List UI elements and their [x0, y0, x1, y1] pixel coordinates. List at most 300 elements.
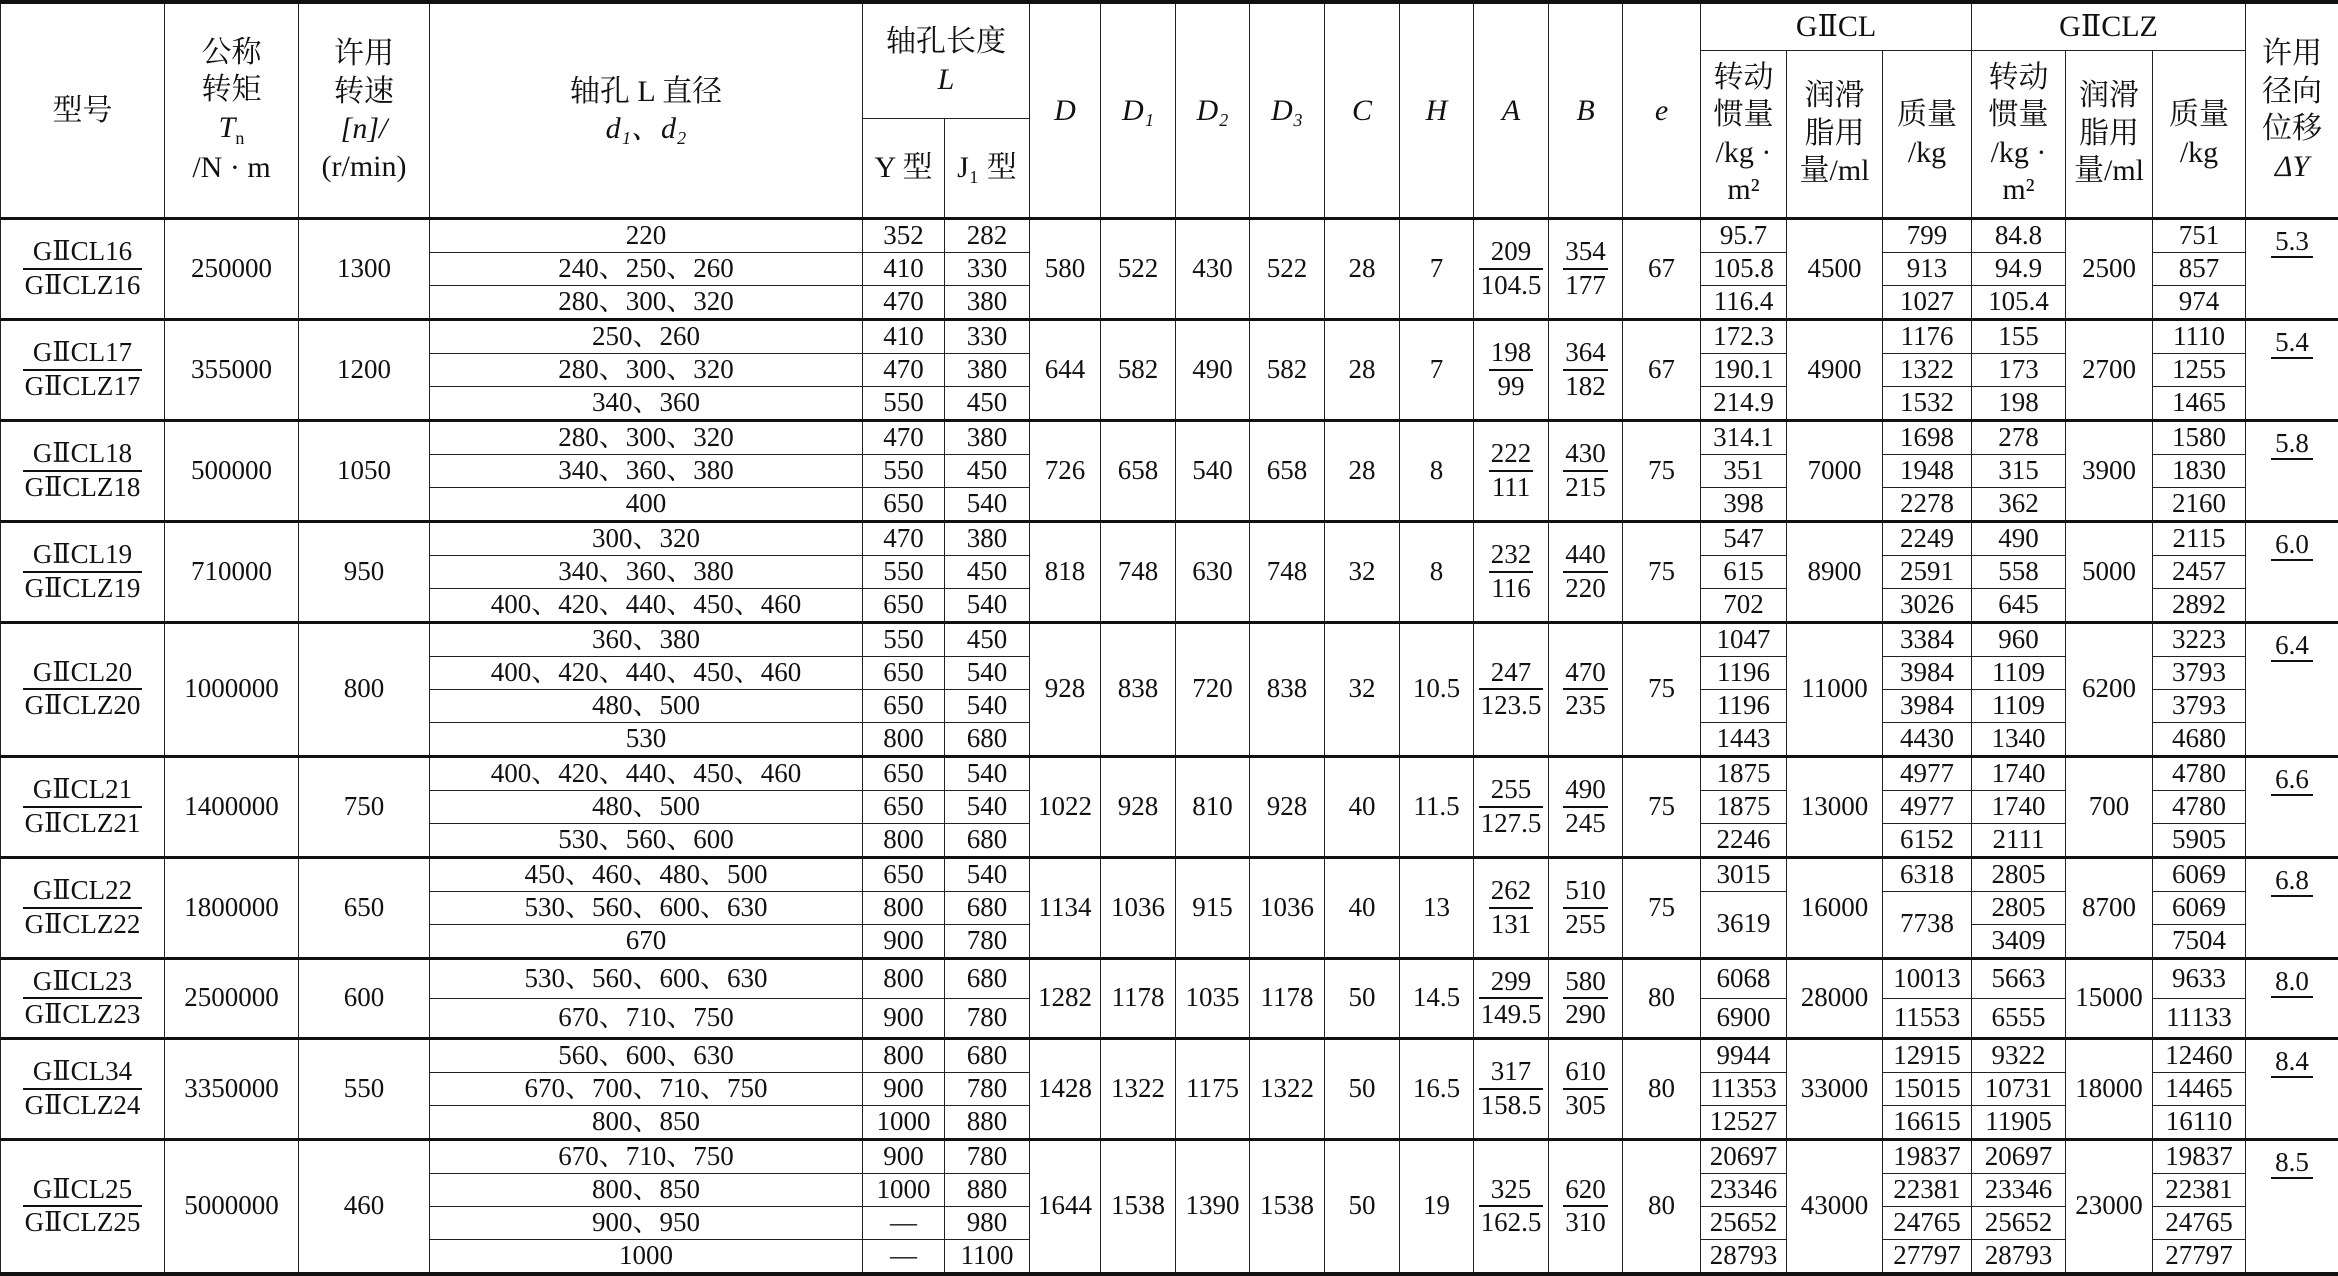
dim-D3-cell: 1538	[1250, 1139, 1325, 1274]
header-inertia-line: m²	[1972, 171, 2065, 209]
cl-mass-cell: 3384	[1883, 622, 1972, 656]
dim-e-cell: 67	[1623, 319, 1701, 420]
dim-D3-cell: 928	[1250, 756, 1325, 857]
dim-B-cell-fraction	[1563, 337, 1608, 401]
dim-H-cell: 8	[1400, 521, 1474, 622]
header-H: H	[1400, 2, 1474, 218]
diameter-cell: 670、710、750	[430, 998, 863, 1038]
dim-B-cell	[1549, 622, 1623, 756]
header-clz-inertia	[1972, 50, 2066, 218]
dim-D3-cell: 1178	[1250, 958, 1325, 1038]
cl-inertia-cell: 6068	[1701, 958, 1787, 998]
clz-inertia-cell: 1109	[1972, 656, 2066, 689]
model-cell	[1, 218, 165, 319]
cl-inertia-cell: 28793	[1701, 1239, 1787, 1274]
diameter-cell: 400、420、440、450、460	[430, 656, 863, 689]
dim-D-cell: 1428	[1030, 1038, 1101, 1139]
dim-e-cell: 75	[1623, 622, 1701, 756]
speed-cell: 600	[299, 958, 430, 1038]
length-j1-cell: 780	[945, 1072, 1030, 1105]
header-B: B	[1549, 2, 1623, 218]
cl-mass-cell: 6152	[1883, 823, 1972, 857]
header-torque	[165, 2, 299, 218]
length-y-cell: 900	[863, 1072, 945, 1105]
dim-A-cell	[1474, 1139, 1549, 1274]
diameter-cell: 530、560、600、630	[430, 891, 863, 924]
dim-A-cell	[1474, 857, 1549, 958]
header-torque-symbol: T	[219, 111, 236, 144]
header-D3: D₃	[1250, 2, 1325, 218]
dy-cell	[2246, 958, 2338, 1038]
dim-A-cell-denominator: 104.5	[1479, 270, 1544, 301]
dim-B-cell-numerator: 620	[1563, 1174, 1608, 1207]
dim-A-cell-denominator: 123.5	[1479, 690, 1544, 721]
model-cell	[1, 857, 165, 958]
dim-D3-cell: 838	[1250, 622, 1325, 756]
table-row	[1, 1139, 2338, 1173]
table-row	[1, 319, 2338, 353]
length-y-cell: 650	[863, 689, 945, 722]
length-y-cell: 650	[863, 790, 945, 823]
cl-grease-cell: 11000	[1787, 622, 1883, 756]
dim-A-cell-numerator: 317	[1479, 1056, 1544, 1089]
dim-A-cell	[1474, 319, 1549, 420]
header-D1: D₁	[1101, 2, 1176, 218]
model-cell-denominator: GⅡCLZ25	[23, 1207, 143, 1238]
dy-value: 6.8	[2271, 866, 2313, 898]
dim-D2-cell: 720	[1176, 622, 1250, 756]
cl-mass-cell: 4977	[1883, 790, 1972, 823]
cl-inertia-cell: 6900	[1701, 998, 1787, 1038]
speed-cell: 1050	[299, 420, 430, 521]
header-mass-line: 质量	[2153, 96, 2245, 134]
dim-D-cell: 726	[1030, 420, 1101, 521]
length-y-cell: 550	[863, 622, 945, 656]
dim-e-cell: 75	[1623, 521, 1701, 622]
dy-cell	[2246, 420, 2338, 521]
dim-H-cell: 13	[1400, 857, 1474, 958]
length-y-cell: 800	[863, 958, 945, 998]
cl-inertia-cell: 3015	[1701, 857, 1787, 891]
header-speed	[299, 2, 430, 218]
clz-inertia-cell: 1340	[1972, 722, 2066, 756]
cl-mass-cell: 4977	[1883, 756, 1972, 790]
clz-inertia-cell: 315	[1972, 454, 2066, 487]
dim-A-cell-denominator: 162.5	[1479, 1207, 1544, 1238]
header-cl-mass	[1883, 50, 1972, 218]
dim-D3-cell: 658	[1250, 420, 1325, 521]
dim-B-cell-denominator: 245	[1563, 808, 1608, 839]
dim-A-cell-fraction	[1479, 1174, 1544, 1238]
length-y-cell: 650	[863, 487, 945, 521]
cl-inertia-cell: 95.7	[1701, 218, 1787, 252]
dim-A-cell-denominator: 116	[1489, 573, 1534, 604]
length-y-cell: 352	[863, 218, 945, 252]
dim-B-cell-fraction	[1563, 539, 1608, 603]
header-speed-line: 转速	[299, 73, 429, 111]
clz-mass-cell: 974	[2153, 285, 2246, 319]
dy-cell	[2246, 622, 2338, 756]
diameter-cell: 400、420、440、450、460	[430, 588, 863, 622]
length-y-cell: 470	[863, 285, 945, 319]
dim-A-cell-numerator: 325	[1479, 1174, 1544, 1207]
dim-H-cell: 7	[1400, 319, 1474, 420]
clz-inertia-cell: 25652	[1972, 1206, 2066, 1239]
clz-inertia-cell: 20697	[1972, 1139, 2066, 1173]
cl-inertia-cell: 116.4	[1701, 285, 1787, 319]
clz-mass-cell: 857	[2153, 252, 2246, 285]
cl-inertia-cell: 1875	[1701, 756, 1787, 790]
dy-cell	[2246, 319, 2338, 420]
model-cell-fraction	[23, 236, 143, 300]
header-A: A	[1474, 2, 1549, 218]
dim-B-cell-numerator: 354	[1563, 236, 1608, 269]
dim-D1-cell: 1322	[1101, 1038, 1176, 1139]
diameter-cell: 280、300、320	[430, 285, 863, 319]
model-cell-denominator: GⅡCLZ16	[23, 270, 143, 301]
dim-D3-cell: 582	[1250, 319, 1325, 420]
dy-value: 6.0	[2271, 530, 2313, 562]
dim-A-cell-fraction	[1479, 966, 1544, 1030]
diameter-cell: 670	[430, 924, 863, 958]
dim-D1-cell: 1036	[1101, 857, 1176, 958]
header-length	[863, 2, 1030, 118]
diameter-cell: 220	[430, 218, 863, 252]
table-row	[1, 521, 2338, 555]
clz-inertia-cell: 1740	[1972, 790, 2066, 823]
length-j1-cell: 450	[945, 386, 1030, 420]
dim-A-cell	[1474, 218, 1549, 319]
model-cell-numerator: GⅡCL18	[23, 438, 143, 471]
dy-cell	[2246, 521, 2338, 622]
clz-inertia-cell: 278	[1972, 420, 2066, 454]
dim-A-cell-fraction	[1479, 236, 1544, 300]
dim-C-cell: 50	[1325, 1038, 1400, 1139]
dim-C-cell: 32	[1325, 622, 1400, 756]
dim-A-cell-fraction	[1489, 539, 1534, 603]
dim-A-cell-fraction	[1489, 337, 1534, 401]
clz-mass-cell: 2160	[2153, 487, 2246, 521]
cl-mass-cell: 3984	[1883, 656, 1972, 689]
header-inertia-line: /kg ·	[1701, 134, 1786, 172]
dim-A-cell	[1474, 756, 1549, 857]
length-y-cell: 900	[863, 924, 945, 958]
dim-A-cell	[1474, 1038, 1549, 1139]
dim-B-cell-numerator: 610	[1563, 1056, 1608, 1089]
dim-D-cell: 928	[1030, 622, 1101, 756]
cl-mass-cell: 1322	[1883, 353, 1972, 386]
length-j1-cell: 780	[945, 924, 1030, 958]
dim-B-cell-denominator: 255	[1563, 909, 1608, 940]
length-j1-cell: 540	[945, 656, 1030, 689]
cl-inertia-cell: 20697	[1701, 1139, 1787, 1173]
cl-inertia-cell: 23346	[1701, 1173, 1787, 1206]
dim-B-cell-denominator: 290	[1563, 999, 1608, 1030]
clz-mass-cell: 6069	[2153, 891, 2246, 924]
dim-D-cell: 1644	[1030, 1139, 1101, 1274]
header-torque-unit: /N · m	[165, 149, 298, 187]
length-j1-cell: 540	[945, 756, 1030, 790]
cl-mass-cell: 2591	[1883, 555, 1972, 588]
length-j1-cell: 980	[945, 1206, 1030, 1239]
clz-inertia-cell: 558	[1972, 555, 2066, 588]
model-cell-denominator: GⅡCLZ21	[23, 808, 143, 839]
clz-mass-cell: 1580	[2153, 420, 2246, 454]
length-j1-cell: 330	[945, 319, 1030, 353]
dim-H-cell: 14.5	[1400, 958, 1474, 1038]
diameter-cell: 560、600、630	[430, 1038, 863, 1072]
speed-cell: 950	[299, 521, 430, 622]
diameter-cell: 300、320	[430, 521, 863, 555]
dim-A-cell-numerator: 222	[1489, 438, 1534, 471]
dim-A-cell-fraction	[1479, 1056, 1544, 1120]
diameter-cell: 900、950	[430, 1206, 863, 1239]
header-torque-line: 转矩	[165, 71, 298, 109]
clz-mass-cell: 1830	[2153, 454, 2246, 487]
model-cell-fraction	[23, 1056, 143, 1120]
length-j1-cell: 1100	[945, 1239, 1030, 1274]
cl-inertia-cell: 214.9	[1701, 386, 1787, 420]
clz-inertia-cell: 9322	[1972, 1038, 2066, 1072]
model-cell-fraction	[23, 539, 143, 603]
model-cell-numerator: GⅡCL19	[23, 539, 143, 572]
dim-H-cell: 8	[1400, 420, 1474, 521]
dy-value: 5.4	[2271, 328, 2313, 360]
clz-mass-cell: 19837	[2153, 1139, 2246, 1173]
clz-mass-cell: 4780	[2153, 790, 2246, 823]
model-cell-numerator: GⅡCL16	[23, 236, 143, 269]
model-cell-denominator: GⅡCLZ18	[23, 472, 143, 503]
cl-inertia-cell: 615	[1701, 555, 1787, 588]
cl-grease-cell: 16000	[1787, 857, 1883, 958]
header-inertia-line: 惯量	[1701, 96, 1786, 134]
clz-inertia-cell: 23346	[1972, 1173, 2066, 1206]
dy-cell	[2246, 1038, 2338, 1139]
dim-C-cell: 32	[1325, 521, 1400, 622]
dim-D2-cell: 540	[1176, 420, 1250, 521]
header-torque-line: 公称	[165, 34, 298, 72]
model-cell	[1, 958, 165, 1038]
dim-A-cell	[1474, 958, 1549, 1038]
model-cell-numerator: GⅡCL25	[23, 1174, 143, 1207]
cl-mass-cell: 27797	[1883, 1239, 1972, 1274]
dim-e-cell: 80	[1623, 958, 1701, 1038]
dy-value: 5.8	[2271, 429, 2313, 461]
dim-H-cell: 10.5	[1400, 622, 1474, 756]
length-j1-cell: 540	[945, 487, 1030, 521]
dim-B-cell-numerator: 470	[1563, 657, 1608, 690]
torque-cell: 500000	[165, 420, 299, 521]
header-length-title: 轴孔长度	[863, 23, 1029, 61]
header-inertia-line: 转动	[1701, 59, 1786, 97]
torque-cell: 1000000	[165, 622, 299, 756]
cl-mass-cell: 12915	[1883, 1038, 1972, 1072]
clz-inertia-cell: 94.9	[1972, 252, 2066, 285]
cl-inertia-cell: 314.1	[1701, 420, 1787, 454]
cl-mass-cell: 913	[1883, 252, 1972, 285]
clz-mass-cell: 27797	[2153, 1239, 2246, 1274]
dy-value: 6.4	[2271, 631, 2313, 663]
dim-C-cell: 28	[1325, 319, 1400, 420]
clz-mass-cell: 22381	[2153, 1173, 2246, 1206]
clz-mass-cell: 1255	[2153, 353, 2246, 386]
cl-inertia-cell: 9944	[1701, 1038, 1787, 1072]
dim-B-cell	[1549, 521, 1623, 622]
length-j1-cell: 880	[945, 1105, 1030, 1139]
dy-value: 6.6	[2271, 765, 2313, 797]
clz-inertia-cell: 960	[1972, 622, 2066, 656]
cl-mass-cell: 799	[1883, 218, 1972, 252]
dim-D2-cell: 1175	[1176, 1038, 1250, 1139]
model-cell-fraction	[23, 438, 143, 502]
cl-grease-cell: 43000	[1787, 1139, 1883, 1274]
clz-mass-cell: 7504	[2153, 924, 2246, 958]
clz-inertia-cell: 105.4	[1972, 285, 2066, 319]
clz-mass-cell: 12460	[2153, 1038, 2246, 1072]
dy-cell	[2246, 756, 2338, 857]
diameter-cell: 670、700、710、750	[430, 1072, 863, 1105]
header-grease-line: 润滑	[1787, 77, 1882, 115]
model-cell	[1, 319, 165, 420]
dim-D1-cell: 658	[1101, 420, 1176, 521]
length-y-cell: 410	[863, 252, 945, 285]
dim-B-cell-denominator: 215	[1563, 472, 1608, 503]
dim-B-cell-numerator: 490	[1563, 774, 1608, 807]
length-y-cell: 550	[863, 386, 945, 420]
dim-B-cell	[1549, 420, 1623, 521]
header-clz-grease	[2066, 50, 2153, 218]
clz-mass-cell: 16110	[2153, 1105, 2246, 1139]
length-y-cell: 470	[863, 521, 945, 555]
length-y-cell: 650	[863, 588, 945, 622]
dim-A-cell-fraction	[1479, 774, 1544, 838]
dim-D1-cell: 1178	[1101, 958, 1176, 1038]
speed-cell: 460	[299, 1139, 430, 1274]
cl-inertia-cell: 1047	[1701, 622, 1787, 656]
dim-D2-cell: 630	[1176, 521, 1250, 622]
dim-D-cell: 818	[1030, 521, 1101, 622]
diameter-cell: 450、460、480、500	[430, 857, 863, 891]
model-cell-fraction	[23, 1174, 143, 1238]
cl-mass-cell: 3026	[1883, 588, 1972, 622]
length-j1-cell: 450	[945, 622, 1030, 656]
diameter-cell: 400	[430, 487, 863, 521]
clz-inertia-cell: 2111	[1972, 823, 2066, 857]
cl-inertia-cell: 547	[1701, 521, 1787, 555]
dim-B-cell-fraction	[1563, 1174, 1608, 1238]
length-j1-cell: 680	[945, 823, 1030, 857]
clz-mass-cell: 9633	[2153, 958, 2246, 998]
cl-inertia-cell: 398	[1701, 487, 1787, 521]
cl-inertia-cell: 1443	[1701, 722, 1787, 756]
header-e: e	[1623, 2, 1701, 218]
cl-mass-cell: 6318	[1883, 857, 1972, 891]
cl-mass-cell: 2249	[1883, 521, 1972, 555]
header-inertia-line: m²	[1701, 171, 1786, 209]
header-length-y: Y 型	[863, 118, 945, 218]
clz-mass-cell: 2892	[2153, 588, 2246, 622]
torque-cell: 1400000	[165, 756, 299, 857]
clz-inertia-cell: 5663	[1972, 958, 2066, 998]
dy-cell	[2246, 1139, 2338, 1274]
diameter-cell: 1000	[430, 1239, 863, 1274]
diameter-cell: 800、850	[430, 1105, 863, 1139]
dim-B-cell	[1549, 958, 1623, 1038]
model-cell	[1, 1038, 165, 1139]
clz-mass-cell: 11133	[2153, 998, 2246, 1038]
torque-cell: 2500000	[165, 958, 299, 1038]
header-grease-line: 量/ml	[2066, 152, 2152, 190]
header-inertia-line: 惯量	[1972, 96, 2065, 134]
speed-cell: 650	[299, 857, 430, 958]
clz-mass-cell: 1110	[2153, 319, 2246, 353]
dim-D2-cell: 915	[1176, 857, 1250, 958]
clz-grease-cell: 8700	[2066, 857, 2153, 958]
dim-e-cell: 67	[1623, 218, 1701, 319]
dy-value: 8.5	[2271, 1148, 2313, 1180]
cl-inertia-cell: 12527	[1701, 1105, 1787, 1139]
dim-D1-cell: 838	[1101, 622, 1176, 756]
dim-e-cell: 75	[1623, 857, 1701, 958]
length-y-cell: 1000	[863, 1105, 945, 1139]
header-model: 型号	[1, 2, 165, 218]
dim-B-cell-fraction	[1563, 966, 1608, 1030]
cl-mass-cell: 11553	[1883, 998, 1972, 1038]
header-grease-line: 脂用	[1787, 115, 1882, 153]
clz-inertia-cell: 10731	[1972, 1072, 2066, 1105]
header-diameter	[430, 2, 863, 218]
clz-mass-cell: 6069	[2153, 857, 2246, 891]
length-y-cell: 800	[863, 1038, 945, 1072]
model-cell-numerator: GⅡCL20	[23, 657, 143, 690]
header-cl-grease	[1787, 50, 1883, 218]
dim-D3-cell: 522	[1250, 218, 1325, 319]
model-cell-numerator: GⅡCL17	[23, 337, 143, 370]
cl-mass-cell: 3984	[1883, 689, 1972, 722]
dim-D2-cell: 430	[1176, 218, 1250, 319]
cl-inertia-cell: 1196	[1701, 656, 1787, 689]
clz-mass-cell: 2115	[2153, 521, 2246, 555]
table-row	[1, 420, 2338, 454]
header-inertia-line: 转动	[1972, 59, 2065, 97]
dim-B-cell	[1549, 319, 1623, 420]
length-j1-cell: 680	[945, 958, 1030, 998]
dim-C-cell: 40	[1325, 756, 1400, 857]
cl-mass-cell: 4430	[1883, 722, 1972, 756]
clz-inertia-cell: 2805	[1972, 857, 2066, 891]
model-cell-numerator: GⅡCL22	[23, 875, 143, 908]
clz-grease-cell: 3900	[2066, 420, 2153, 521]
clz-inertia-cell: 198	[1972, 386, 2066, 420]
cl-mass-cell: 1176	[1883, 319, 1972, 353]
header-C: C	[1325, 2, 1400, 218]
speed-cell: 750	[299, 756, 430, 857]
header-diameter-symbol: d₁、d₂	[430, 110, 862, 148]
clz-mass-cell: 2457	[2153, 555, 2246, 588]
model-cell-denominator: GⅡCLZ20	[23, 690, 143, 721]
dim-A-cell-numerator: 232	[1489, 539, 1534, 572]
model-cell-denominator: GⅡCLZ19	[23, 573, 143, 604]
model-cell	[1, 622, 165, 756]
clz-mass-cell: 3793	[2153, 689, 2246, 722]
dim-B-cell-numerator: 440	[1563, 539, 1608, 572]
torque-cell: 3350000	[165, 1038, 299, 1139]
diameter-cell: 250、260	[430, 319, 863, 353]
clz-mass-cell: 3223	[2153, 622, 2246, 656]
clz-mass-cell: 5905	[2153, 823, 2246, 857]
header-grease-line: 脂用	[2066, 115, 2152, 153]
dim-A-cell-fraction	[1489, 875, 1534, 939]
